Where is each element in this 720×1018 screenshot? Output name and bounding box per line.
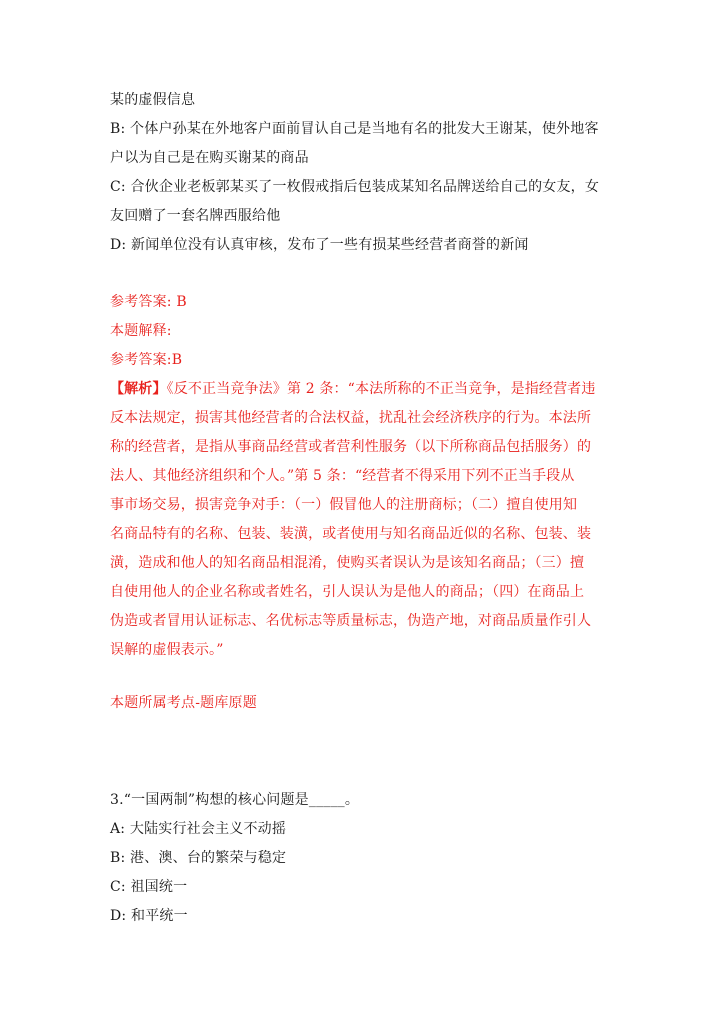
explanation-line-9: 伪造或者冒用认证标志、名优标志等质量标志，伪造产地，对商品质量作引人 <box>110 613 592 629</box>
explanation-line-4: 法人、其他经济组织和个人。”第 5 条：“经营者不得采用下列不正当手段从 <box>110 468 575 484</box>
option-c-line-2: 友回赠了一套名牌西服给他 <box>110 208 281 224</box>
option-b-line-1: B: 个体户孙某在外地客户面前冒认自己是当地有名的批发大王谢某，使外地客 <box>110 121 599 137</box>
explanation-line-1 <box>110 375 620 404</box>
explanation-tag: 【解析】 <box>110 381 167 397</box>
explanation-line-7: 潢，造成和他人的知名商品相混淆，使购买者误认为是该知名商品；（三）擅 <box>110 555 585 571</box>
option-a-tail: 某的虚假信息 <box>110 92 196 108</box>
question-3-option-d: D: 和平统一 <box>110 908 188 924</box>
document-page <box>110 86 620 931</box>
option-b-line-2: 户以为自己是在购买谢某的商品 <box>110 150 309 166</box>
topic-source: 本题所属考点-题库原题 <box>110 695 257 711</box>
explanation-label: 本题解释: <box>110 323 172 339</box>
option-c-line-1: C: 合伙企业老板郭某买了一枚假戒指后包装成某知名品牌送给自己的女友，女 <box>110 179 600 195</box>
explanation-line-2: 反本法规定，损害其他经营者的合法权益，扰乱社会经济秩序的行为。本法所 <box>110 410 592 426</box>
reference-answer-repeat: 参考答案:B <box>110 352 183 368</box>
explanation-line-8: 自使用他人的企业名称或者姓名，引人误认为是他人的商品；（四）在商品上 <box>110 584 585 600</box>
previous-question-options <box>110 86 620 260</box>
question-3-option-a: A: 大陆实行社会主义不动摇 <box>110 821 287 837</box>
explanation-line-5: 事市场交易，损害竞争对手：（一）假冒他人的注册商标；（二）擅自使用知 <box>110 497 578 513</box>
option-d: D: 新闻单位没有认真审核，发布了一些有损某些经营者商誉的新闻 <box>110 237 529 253</box>
question-3-option-c: C: 祖国统一 <box>110 879 188 895</box>
explanation-line-10: 误解的虚假表示。” <box>110 642 224 658</box>
explanation-line-1-text: 《反不正当竞争法》第 2 条：“本法所称的不正当竞争，是指经营者违 <box>166 381 596 397</box>
question-3-stem: 3.“一国两制”构想的核心问题是_____。 <box>110 792 360 808</box>
explanation-line-3: 称的经营者，是指从事商品经营或者营利性服务（以下所称商品包括服务）的 <box>110 439 592 455</box>
explanation-text <box>110 375 620 665</box>
question-3-option-b: B: 港、澳、台的繁荣与稳定 <box>110 850 287 866</box>
reference-answer: 参考答案: B <box>110 294 187 310</box>
answer-section <box>110 288 620 718</box>
explanation-line-6: 名商品特有的名称、包装、装潢，或者使用与知名商品近似的名称、包装、装 <box>110 526 592 542</box>
question-3 <box>110 786 620 931</box>
